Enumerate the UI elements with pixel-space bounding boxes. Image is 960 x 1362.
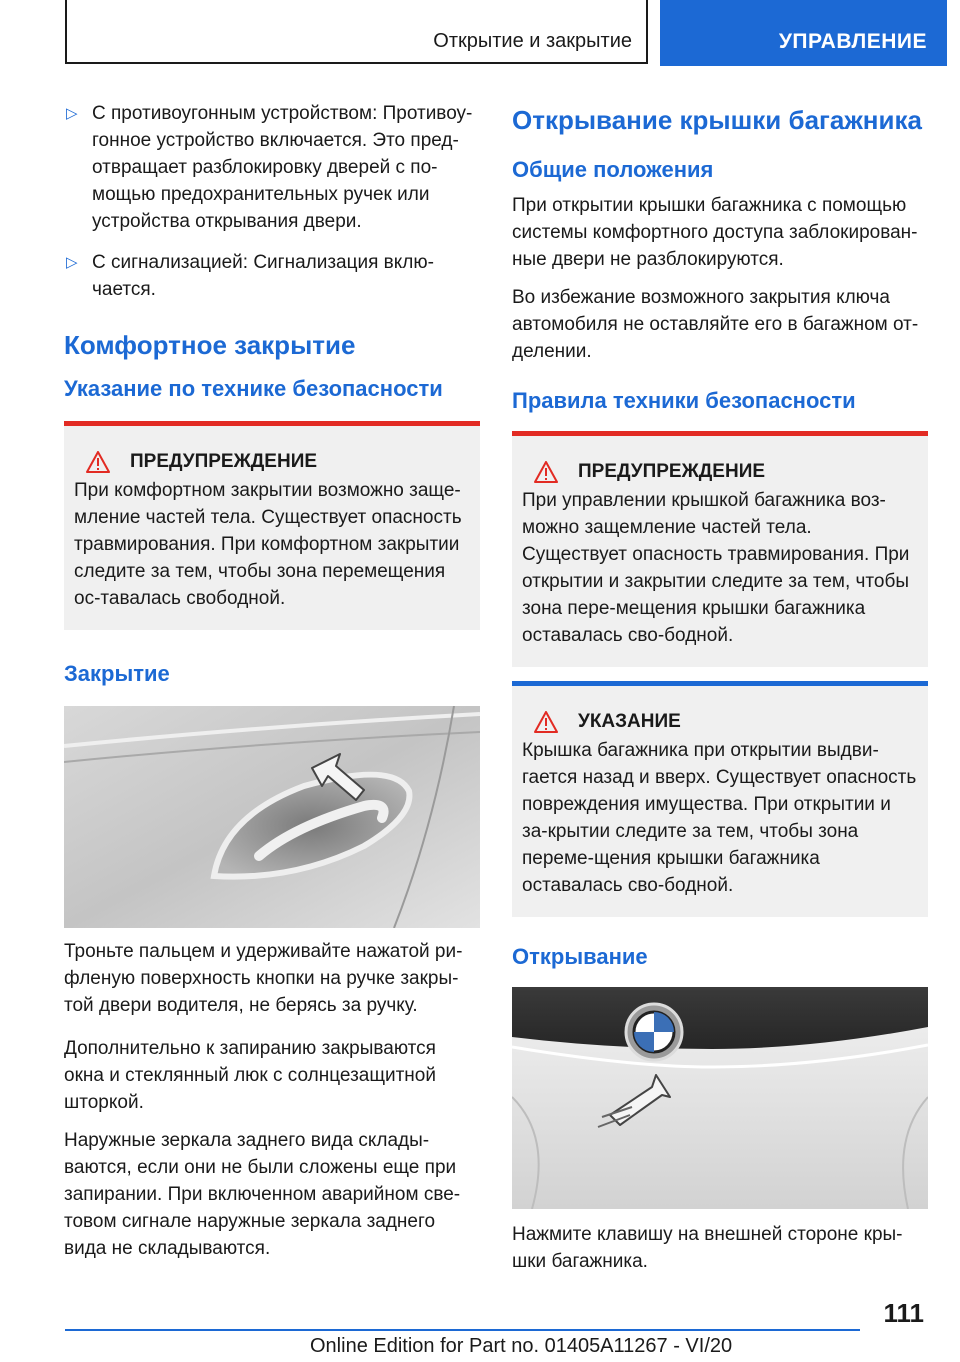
tailgate-button-photo xyxy=(512,987,928,1209)
closing-paragraph-1: Троньте пальцем и удерживайте нажатой ри-фленую поверхность кнопки на ручке закры-той двери водителя, не берясь за ручку. xyxy=(64,941,463,1016)
safety-rules-heading: Правила техники безопасности xyxy=(512,388,856,413)
note-label: УКАЗАНИЕ xyxy=(578,711,681,732)
triangle-bullet-icon: ▷ xyxy=(66,105,78,122)
footer-edition: Online Edition for Part no. 01405A11267 - VI/20 xyxy=(310,1335,733,1357)
header-section-title: Открытие и закрытие xyxy=(433,30,632,52)
note-text: Крышка багажника при открытии выдви-гается назад и вверх. Существует опасность повреждения имущества. При открытии и за-крытии следите за тем, чтобы зона переме-щения крышки багажника оставалась сво-бодной. xyxy=(522,740,917,896)
right-column xyxy=(512,100,928,1286)
left-column xyxy=(64,100,480,1273)
bullet-text: С сигнализацией: Сигнализация вклю-чается. xyxy=(92,252,434,300)
warning-label: ПРЕДУПРЕЖДЕНИЕ xyxy=(130,451,318,472)
section-title-comfort-closing: Комфортное закрытие xyxy=(64,330,356,360)
closing-heading: Закрытие xyxy=(64,661,170,686)
warning-text: При комфортном закрытии возможно заще-мление частей тела. Существует опасность травмирования. При комфортном закрытии следите за тем, чтобы зона перемещения ос-тавалась свободной. xyxy=(74,480,462,609)
page-number: 111 xyxy=(883,1298,924,1328)
closing-paragraph-3: Наружные зеркала заднего вида склады-ваются, если они не были сложены еще при запирании. При включенном аварийном све-товом сигнале наружные зеркала заднего вида не складываются. xyxy=(64,1130,461,1259)
triangle-bullet-icon: ▷ xyxy=(66,254,78,271)
header-chapter-title: УПРАВЛЕНИЕ xyxy=(778,30,927,53)
closing-paragraph-2: Дополнительно к запиранию закрываются окна и стеклянный люк с солнцезащитной шторкой. xyxy=(64,1038,436,1113)
warning-box xyxy=(64,421,480,630)
section-title-tailgate: Открывание крышки багажника xyxy=(512,105,922,135)
footer-divider xyxy=(65,1329,860,1331)
safety-heading: Указание по технике безопасности xyxy=(64,376,443,401)
warning-text: При управлении крышкой багажника воз-можно защемление частей тела. Существует опасность травмирования. При открытии и закрытии следите за тем, чтобы зона пере-мещения крышки багажника оставалась сво-бодной. xyxy=(522,490,910,646)
warning-triangle-icon xyxy=(86,451,110,473)
opening-paragraph: Нажмите клавишу на внешней стороне кры-шки багажника. xyxy=(512,1224,903,1272)
warning-label: ПРЕДУПРЕЖДЕНИЕ xyxy=(578,461,766,482)
caution-triangle-icon xyxy=(534,711,558,733)
warning-box xyxy=(512,431,928,667)
general-heading: Общие положения xyxy=(512,157,714,182)
opening-heading: Открывание xyxy=(512,944,648,969)
header-section-box xyxy=(65,0,648,64)
list-item xyxy=(64,249,480,303)
warning-triangle-icon xyxy=(534,461,558,483)
general-paragraph-2: Во избежание возможного закрытия ключа автомобиля не оставляйте его в багажном от-делении. xyxy=(512,287,919,362)
list-item xyxy=(64,100,480,235)
door-handle-photo xyxy=(64,706,480,928)
header-chapter-tab xyxy=(660,0,947,66)
bullet-text: С противоугонным устройством: Противоу-гонное устройство включается. Это пред-отвращает разблокировку дверей с по-мощью предохранительных ручек или устройства открывания двери. xyxy=(92,103,473,232)
general-paragraph-1: При открытии крышки багажника с помощью системы комфортного доступа заблокирован-ные двери не разблокируются. xyxy=(512,195,918,270)
note-box xyxy=(512,681,928,917)
